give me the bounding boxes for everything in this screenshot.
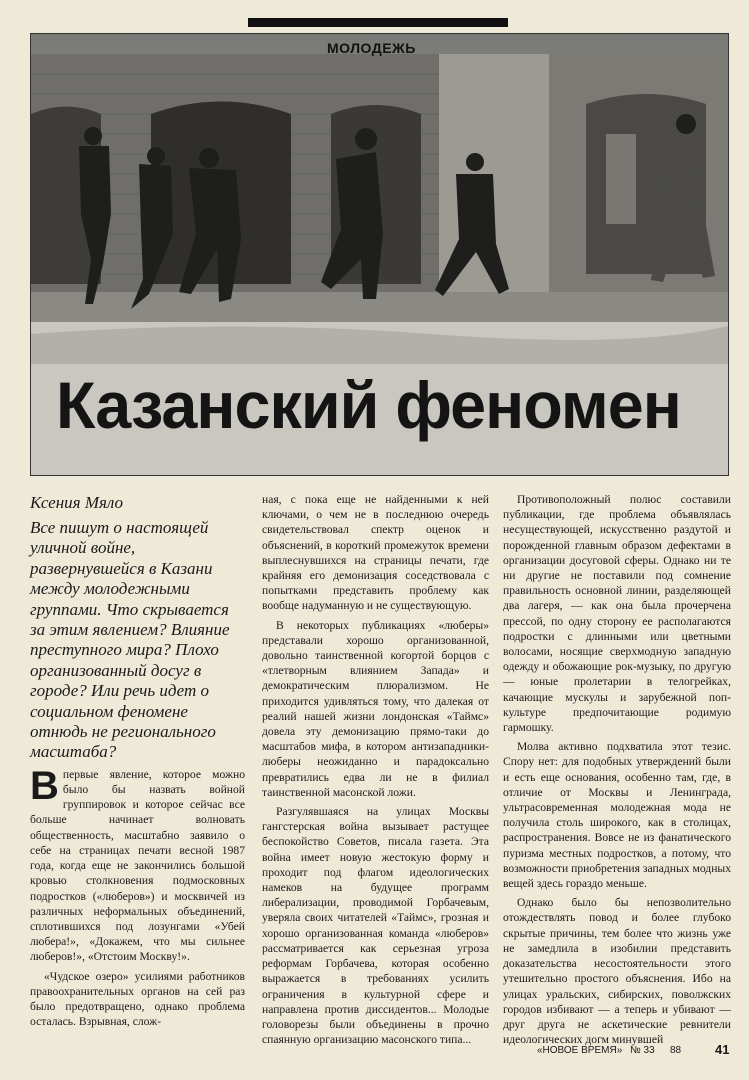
paragraph: Противоположный полюс составили публикации, где проблема объявлялась несуществующей, искусственно раздутой и порожденной главным образом дефектами в организации досуговой сферы. Однако ни те ни другие не поставили под сомнение правильность основной линии, разделяющей два лагеря, — как она была прочерчена прессой, по одну сторону ее располагаются подростки с длинными или цветными волосами, носящие сверхмодную западную одежду и обожающие рок-музыку, по другую — юные пролетарии в телогрейках, качающие мускулы и зарубежной поп-культуре предпочитающие родимую гармошку. bbox=[503, 493, 731, 735]
top-rule bbox=[248, 18, 508, 27]
paragraph: Впервые явление, которое можно было бы назвать войной группировок и которое сейчас все больше начинает волновать общественность, масштабно заявило о себе на страницах печати весной 1987 года, когда еще не закончились большой кровью столкновения подмосковных подростков («люберов») и москвичей из различных неформальных объединений, сплотившихся под лозунгами «Убей люберa!», «Докажем, что мы сильнее люберов!», «Отстоим Москву!». bbox=[30, 763, 245, 964]
magazine-name: «НОВОЕ ВРЕМЯ» bbox=[537, 1045, 623, 1056]
author-byline: Ксения Мяло bbox=[30, 493, 124, 512]
column-3 bbox=[503, 492, 731, 1051]
column-1 bbox=[30, 492, 245, 1033]
page-number: 41 bbox=[715, 1042, 730, 1057]
column-2 bbox=[262, 492, 489, 1051]
drop-cap: В bbox=[30, 763, 59, 808]
paragraph: ная, с пока еще не найденными к ней ключами, о чем не в последнюю очередь свидетельствовал спектр оценок и объяснений, в короткий промежуток времени выплеснувшихся на страницы печати, где крайняя его демонизация соседствовала с попытками представить проблему как вообще надуманную и не существующую. bbox=[262, 493, 489, 613]
paragraph: «Чудское озеро» усилиями работников правоохранительных органов на сей раз было предотвращено, однако проблема осталась. Взрывная, слож- bbox=[30, 969, 245, 1029]
paragraph: В некоторых публикациях «люберы» представали хорошо организованной, довольно таинственной когортой борцов с «тлетворным влиянием Запада» и демократическим плюрализмом. Не приходится удивляться тому, что далекая от реалий нашей жизни лондонская «Таймс» довела эту демонизацию прямо-таки до масштабов мифа, в котором антизападники-люберы неожиданно и парадоксально превратились едва ли не в филиал таинственной масонской ложи. bbox=[262, 618, 489, 799]
page-footer bbox=[0, 1042, 749, 1062]
headline: Казанский феномен bbox=[56, 368, 681, 442]
paragraph: Молва активно подхватила этот тезис. Спору нет: для подобных утверждений были и есть еще основания, особенно там, где, в отличие от Москвы и Ленинграда, ультрасовременная молодежная мода не получила столь широкого, как в столицах, распространения. Вовсе не из фанатического пуризма местных подростков, а потому, что возможности приобретения западных модных вещей здесь гораздо меньше. bbox=[503, 740, 731, 891]
paragraph: Разгулявшаяся на улицах Москвы гангстерская война вызывает растущее беспокойство Советов, писала газета. Эта война имеет новую жестокую форму и проходит под флагом идеологических намеков на будущее программ либерализации, проводимой Горбачевым, уверяла своих читателей «Таймс», грозная и хорошо организованная команда «люберов» рассматривается как серьезная угроза реформам Горбачева, которая особенно выражается в требованиях усилить ограничения в культурной сфере и направлена против диссидентов... Молодые головорезы были объединены в прочно спаянную организацию масонского типа... bbox=[262, 805, 489, 1047]
issue-number: № 33 bbox=[630, 1045, 655, 1056]
issue-year: 88 bbox=[670, 1045, 682, 1056]
section-rubric: МОЛОДЕЖЬ bbox=[327, 40, 416, 56]
lead-paragraph: Все пишут о настоящей уличной войне, развернувшейся в Казани между молодежными группами. Что скрывается за этим явлением? Влияние преступного мира? Плохо организованный досуг в городе? Или речь идет о социальном феномене отнюдь не регионального масштаба? bbox=[30, 518, 230, 762]
paragraph: Однако было бы непозволительно отождествлять повод и более глубоко скрытые причины, тем более что жизнь уже не замедлила в изобилии представить доказательства несостоятельности этого утешительно простого объяснения. Ибо на улицах уральских, сибирских, поволжских городов избивают — а теперь и убивают — друг друга не аскетические ревнители идеологических догм минувшей bbox=[503, 896, 731, 1047]
